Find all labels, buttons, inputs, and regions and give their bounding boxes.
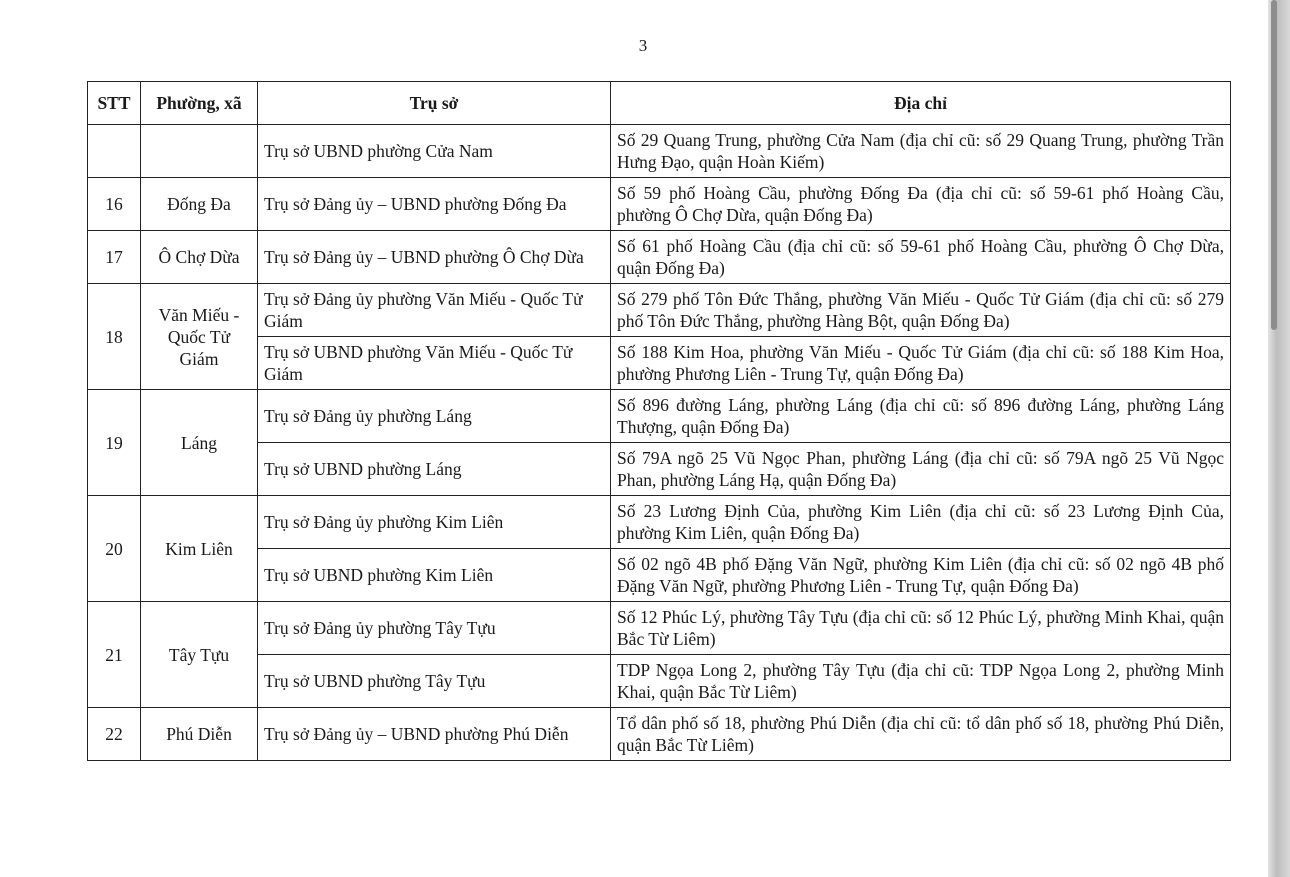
ward-cell: Tây Tựu xyxy=(141,602,258,708)
address-cell: Số 12 Phúc Lý, phường Tây Tựu (địa chỉ cũ: số 12 Phúc Lý, phường Minh Khai, quận Bắc Từ Liêm) xyxy=(611,602,1231,655)
address-cell: Số 61 phố Hoàng Cầu (địa chỉ cũ: số 59-61 phố Hoàng Cầu, phường Ô Chợ Dừa, quận Đống Đa) xyxy=(611,231,1231,284)
table-row xyxy=(88,231,1231,284)
office-cell: Trụ sở UBND phường Kim Liên xyxy=(258,549,611,602)
stt-cell: 19 xyxy=(88,390,141,496)
page-number: 3 xyxy=(638,36,648,55)
office-cell: Trụ sở Đảng ủy phường Láng xyxy=(258,390,611,443)
stt-cell xyxy=(88,125,141,178)
ward-cell: Văn Miếu - Quốc Tử Giám xyxy=(141,284,258,390)
office-cell: Trụ sở UBND phường Láng xyxy=(258,443,611,496)
stt-cell: 16 xyxy=(88,178,141,231)
ward-cell: Ô Chợ Dừa xyxy=(141,231,258,284)
table-row xyxy=(88,284,1231,337)
office-cell: Trụ sở Đảng ủy – UBND phường Phú Diễn xyxy=(258,708,611,761)
header-office: Trụ sở xyxy=(258,82,611,125)
office-cell: Trụ sở UBND phường Tây Tựu xyxy=(258,655,611,708)
office-cell: Trụ sở Đảng ủy phường Kim Liên xyxy=(258,496,611,549)
table-row xyxy=(88,708,1231,761)
office-cell: Trụ sở Đảng ủy – UBND phường Ô Chợ Dừa xyxy=(258,231,611,284)
office-cell: Trụ sở UBND phường Cửa Nam xyxy=(258,125,611,178)
header-stt: STT xyxy=(88,82,141,125)
address-cell: Số 02 ngõ 4B phố Đặng Văn Ngữ, phường Kim Liên (địa chỉ cũ: số 02 ngõ 4B phố Đặng Văn Ngữ, phường Phương Liên - Trung Tự, quận Đống Đa) xyxy=(611,549,1231,602)
address-cell: Số 279 phố Tôn Đức Thắng, phường Văn Miếu - Quốc Tử Giám (địa chỉ cũ: số 279 phố Tôn Đức Thắng, phường Hàng Bột, quận Đống Đa) xyxy=(611,284,1231,337)
table-row xyxy=(88,125,1231,178)
office-cell: Trụ sở UBND phường Văn Miếu - Quốc Tử Giám xyxy=(258,337,611,390)
address-cell: Số 23 Lương Định Của, phường Kim Liên (địa chỉ cũ: số 23 Lương Định Của, phường Kim Liên, quận Đống Đa) xyxy=(611,496,1231,549)
page-edge xyxy=(1268,0,1290,877)
address-cell: Số 59 phố Hoàng Cầu, phường Đống Đa (địa chỉ cũ: số 59-61 phố Hoàng Cầu, phường Ô Chợ Dừa, quận Đống Đa) xyxy=(611,178,1231,231)
office-cell: Trụ sở Đảng ủy phường Văn Miếu - Quốc Tử Giám xyxy=(258,284,611,337)
table-row xyxy=(88,655,1231,708)
table-row xyxy=(88,602,1231,655)
ward-cell: Phú Diễn xyxy=(141,708,258,761)
ward-cell: Kim Liên xyxy=(141,496,258,602)
scrollbar-thumb[interactable] xyxy=(1271,0,1277,330)
stt-cell: 17 xyxy=(88,231,141,284)
address-cell: Số 896 đường Láng, phường Láng (địa chỉ cũ: số 896 đường Láng, phường Láng Thượng, quận Đống Đa) xyxy=(611,390,1231,443)
ward-cell: Đống Đa xyxy=(141,178,258,231)
address-cell: Tổ dân phố số 18, phường Phú Diễn (địa chỉ cũ: tổ dân phố số 18, phường Phú Diễn, quận Bắc Từ Liêm) xyxy=(611,708,1231,761)
office-cell: Trụ sở Đảng ủy phường Tây Tựu xyxy=(258,602,611,655)
stt-cell: 18 xyxy=(88,284,141,390)
ward-cell: Láng xyxy=(141,390,258,496)
table-row xyxy=(88,496,1231,549)
address-cell: TDP Ngọa Long 2, phường Tây Tựu (địa chỉ cũ: TDP Ngọa Long 2, phường Minh Khai, quận Bắc Từ Liêm) xyxy=(611,655,1231,708)
header-address: Địa chỉ xyxy=(611,82,1231,125)
ward-cell xyxy=(141,125,258,178)
stt-cell: 20 xyxy=(88,496,141,602)
table-row xyxy=(88,390,1231,443)
address-cell: Số 188 Kim Hoa, phường Văn Miếu - Quốc Tử Giám (địa chỉ cũ: số 188 Kim Hoa, phường Phương Liên - Trung Tự, quận Đống Đa) xyxy=(611,337,1231,390)
table-row xyxy=(88,443,1231,496)
address-cell: Số 29 Quang Trung, phường Cửa Nam (địa chỉ cũ: số 29 Quang Trung, phường Trần Hưng Đạo, quận Hoàn Kiếm) xyxy=(611,125,1231,178)
table-row xyxy=(88,337,1231,390)
stt-cell: 22 xyxy=(88,708,141,761)
stt-cell: 21 xyxy=(88,602,141,708)
table-row xyxy=(88,178,1231,231)
header-ward: Phường, xã xyxy=(141,82,258,125)
table-header-row xyxy=(88,82,1231,125)
office-cell: Trụ sở Đảng ủy – UBND phường Đống Đa xyxy=(258,178,611,231)
address-cell: Số 79A ngõ 25 Vũ Ngọc Phan, phường Láng (địa chỉ cũ: số 79A ngõ 25 Vũ Ngọc Phan, phường Láng Hạ, quận Đống Đa) xyxy=(611,443,1231,496)
table-row xyxy=(88,549,1231,602)
office-address-table xyxy=(87,81,1231,761)
